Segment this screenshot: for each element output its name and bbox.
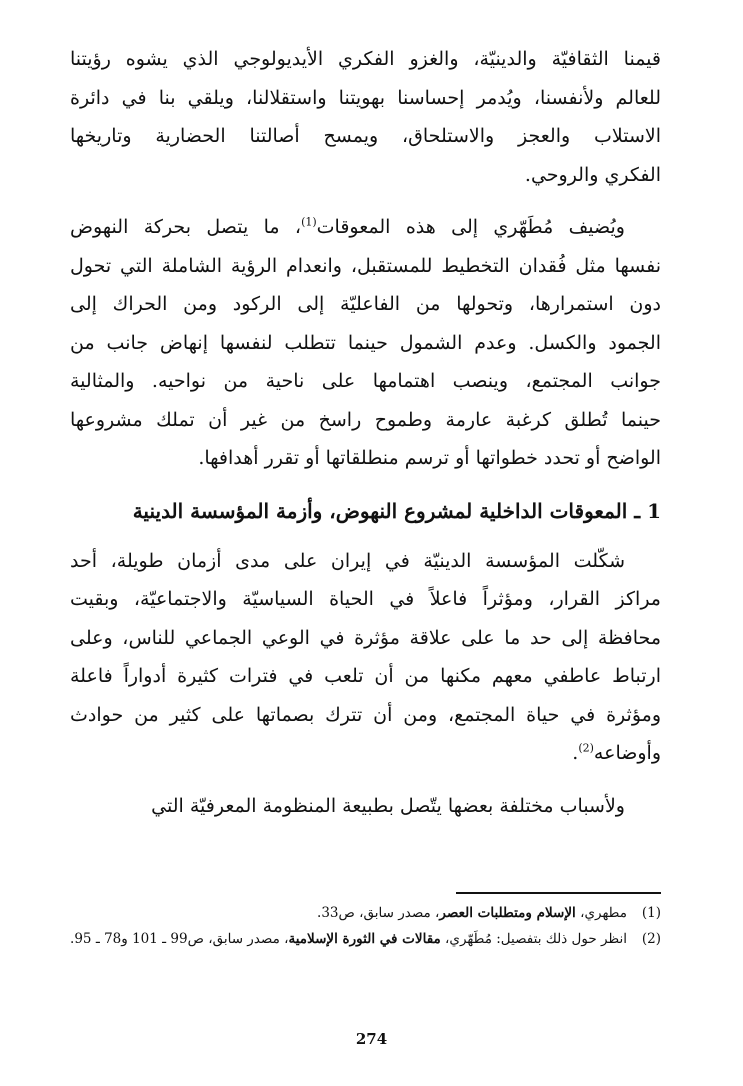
page-number: 274 [355,1030,388,1048]
footnote-ref-1: (1) [301,215,317,229]
text-line: مراكز القرار، ومؤثراً فاعلاً في الحياة السياسيّة والاجتماعيّة، وبقيت [70,588,661,610]
text-line: شكّلت المؤسسة الدينيّة في إيران على مدى أزمان طويلة، أحد [70,549,625,572]
paragraph-1 [70,40,661,194]
text-line: الواضح أو تحدد خطواتها أو ترسم منطلقاتها أو تقرر أهدافها. [198,447,661,469]
footnote-rest: ، مصدر سابق، ص99 ـ 101 و78 ـ 95. [70,931,289,947]
footnotes [70,900,661,952]
body-text [70,40,661,825]
text-line: للعالم ولأنفسنا، ويُدمر إحساسنا بهويتنا واستقلالنا، ويلقي بنا في دائرة [70,86,661,109]
footnote-number: (1) [641,905,661,921]
text-line: قيمنا الثقافيّة والدينيّة، والغزو الفكري الأيديولوجي الذي يشوه رؤيتنا [70,48,661,70]
text-line: ومؤثرة في حياة المجتمع، ومن أن تترك بصماتها على كثير من حوادث [70,703,661,726]
text-line: الجمود والكسل. وعدم الشمول حينما تتطلب لنفسها إنهاض جانب من [70,331,661,354]
paragraph-2 [70,208,661,478]
text-line [70,734,661,773]
footnote-text [70,926,627,952]
section-heading: 1 ـ المعوقات الداخلية لمشروع النهوض، وأزمة المؤسسة الدينية [132,498,661,523]
text-line: حينما تُطلق كرغبة عارمة وطموح راسخ من غير أن تملك مشروعها [70,408,661,431]
text-line: دون استمرارها، وتحولها من الفاعليّة إلى الركود ومن الحراك إلى [70,293,661,315]
text-fragment: وأوضاعه [593,742,661,764]
paragraph-3 [70,542,661,773]
footnote-2 [70,926,661,952]
footnote-number: (2) [641,931,661,947]
footnote-text [70,900,627,926]
text-line [70,208,661,247]
text-line: نفسها مثل فُقدان التخطيط للمستقبل، وانعدام الرؤية الشاملة التي تحول [70,254,661,277]
text-fragment: ، ما يتصل بحركة النهوض [70,216,302,238]
footnote-1 [70,900,661,926]
text-line: الاستلاب والعجز والاستلحاق، ويمسح أصالتنا الحضارية وتاريخها [70,125,661,147]
paragraph-4 [70,787,661,826]
text-line: ارتباط عاطفي معهم مكنها من أن تلعب في فترات كثيرة أدواراً فاعلة [70,665,661,687]
text-line: جوانب المجتمع، وينصب اهتمامها على ناحية من نواحيه. والمثالية [70,370,661,392]
footnote-author: انظر حول ذلك بتفصيل: مُطَهّري، [440,931,627,947]
text-line: الفكري والروحي. [524,163,661,186]
footnote-ref-2: (2) [578,741,594,755]
text-line: محافظة إلى حد ما على علاقة مؤثرة في الوعي الجماعي للناس، وعلى [70,626,661,649]
text-fragment: . [572,742,579,764]
text-fragment: ويُضيف مُطَهّري إلى هذه المعوقات [316,216,625,238]
footnote-rest: ، مصدر سابق، ص33. [317,905,440,921]
footnote-title: الإسلام ومتطلبات العصر [439,905,576,921]
footnote-title: مقالات في الثورة الإسلامية [288,931,441,947]
text-line: ولأسباب مختلفة بعضها يتّصل بطبيعة المنظومة المعرفيّة التي [151,794,625,817]
footnote-divider [456,892,661,894]
footnote-author: مطهري، [575,905,627,921]
